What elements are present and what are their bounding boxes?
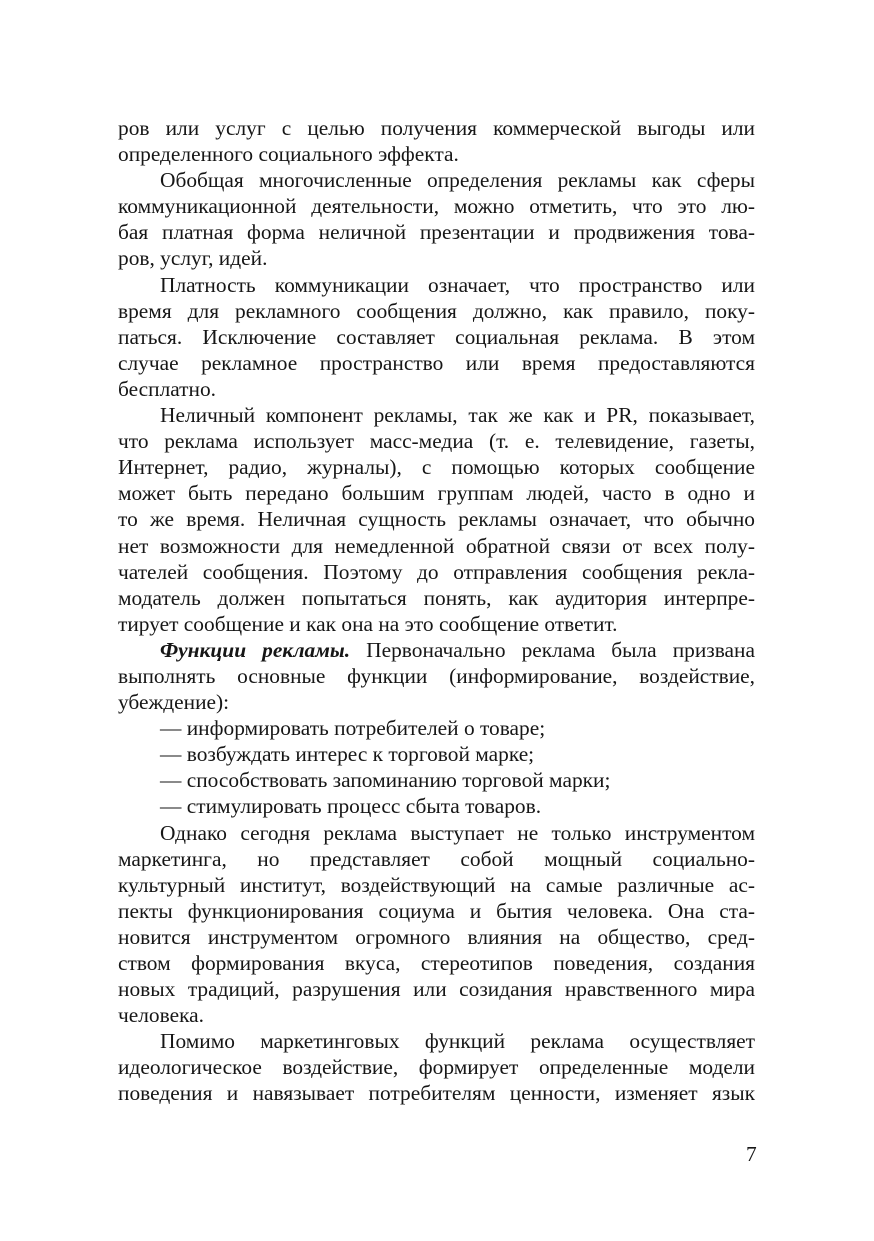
text-line: Интернет, радио, журналы), с помощью которых сообщение [118,455,755,480]
list-item: — способствовать запоминанию торговой марки; [160,768,611,793]
page-number: 7 [746,1142,757,1166]
text-line: может быть передано большим группам людей, часто в одно и [118,481,755,506]
list-item: — возбуждать интерес к торговой марке; [160,742,535,767]
text-line: культурный институт, воздействующий на самые различные ас- [118,872,755,897]
text-line: бая платная форма неличной презентации и продвижения това- [118,220,755,245]
text-line: нет возможности для немедленной обратной связи от всех полу- [118,533,755,558]
text-line: тирует сообщение и как она на это сообщение ответит. [118,611,618,636]
text-line: новится инструментом огромного влияния на общество, сред- [118,924,755,949]
paragraph-first-line: Помимо маркетинговых функций реклама осуществляет [160,1029,755,1054]
text-line: определенного социального эффекта. [118,142,459,167]
text-line: чателей сообщения. Поэтому до отправления сообщения рекла- [118,559,755,584]
paragraph-first-line: Платность коммуникации означает, что пространство или [160,272,755,297]
text-line: пекты функционирования социума и бытия человека. Она ста- [118,898,755,923]
text-line: что реклама использует масс-медиа (т. е. телевидение, газеты, [118,429,755,454]
text-line: поведения и навязывает потребителям ценности, изменяет язык [118,1081,755,1106]
text-line: случае рекламное пространство или время предоставляются [118,350,755,375]
text-line: время для рекламного сообщения должно, как правило, поку- [118,298,755,323]
paragraph-first-line: Однако сегодня реклама выступает не только инструментом [160,820,755,845]
text-line: паться. Исключение составляет социальная реклама. В этом [118,324,755,349]
text-line: убеждение): [118,690,230,715]
paragraph-first-line: Неличный компонент рекламы, так же как и PR, показывает, [160,403,755,428]
text-line: коммуникационной деятельности, можно отметить, что это лю- [118,194,755,219]
text-line: маркетинга, но представляет собой мощный социально- [118,846,755,871]
text-line: ров, услуг, идей. [118,246,268,271]
text-line: идеологическое воздействие, формирует определенные модели [118,1055,755,1080]
text-line: то же время. Неличная сущность рекламы означает, что обычно [118,507,755,532]
list-item: — стимулировать процесс сбыта товаров. [160,794,542,819]
text-line: ством формирования вкуса, стереотипов поведения, создания [118,951,755,975]
functions-heading: Функции рекламы. [160,637,351,662]
page-body [118,115,755,1107]
list-item: — информировать потребителей о товаре; [160,716,546,741]
text-line: ров или услуг с целью получения коммерческой выгоды или [118,116,755,140]
text-line: модатель должен попытаться понять, как аудитория интерпре- [118,585,755,610]
paragraph-first-line [118,637,755,663]
text-line: бесплатно. [118,376,217,401]
text-run: Первоначально реклама была призвана [366,637,755,662]
paragraph-first-line: Обобщая многочисленные определения рекламы как сферы [160,168,755,193]
text-line: новых традиций, разрушения или созидания нравственного мира [118,977,755,1002]
text-line: выполнять основные функции (информирование, воздействие, [118,663,755,688]
text-line: человека. [118,1003,205,1028]
